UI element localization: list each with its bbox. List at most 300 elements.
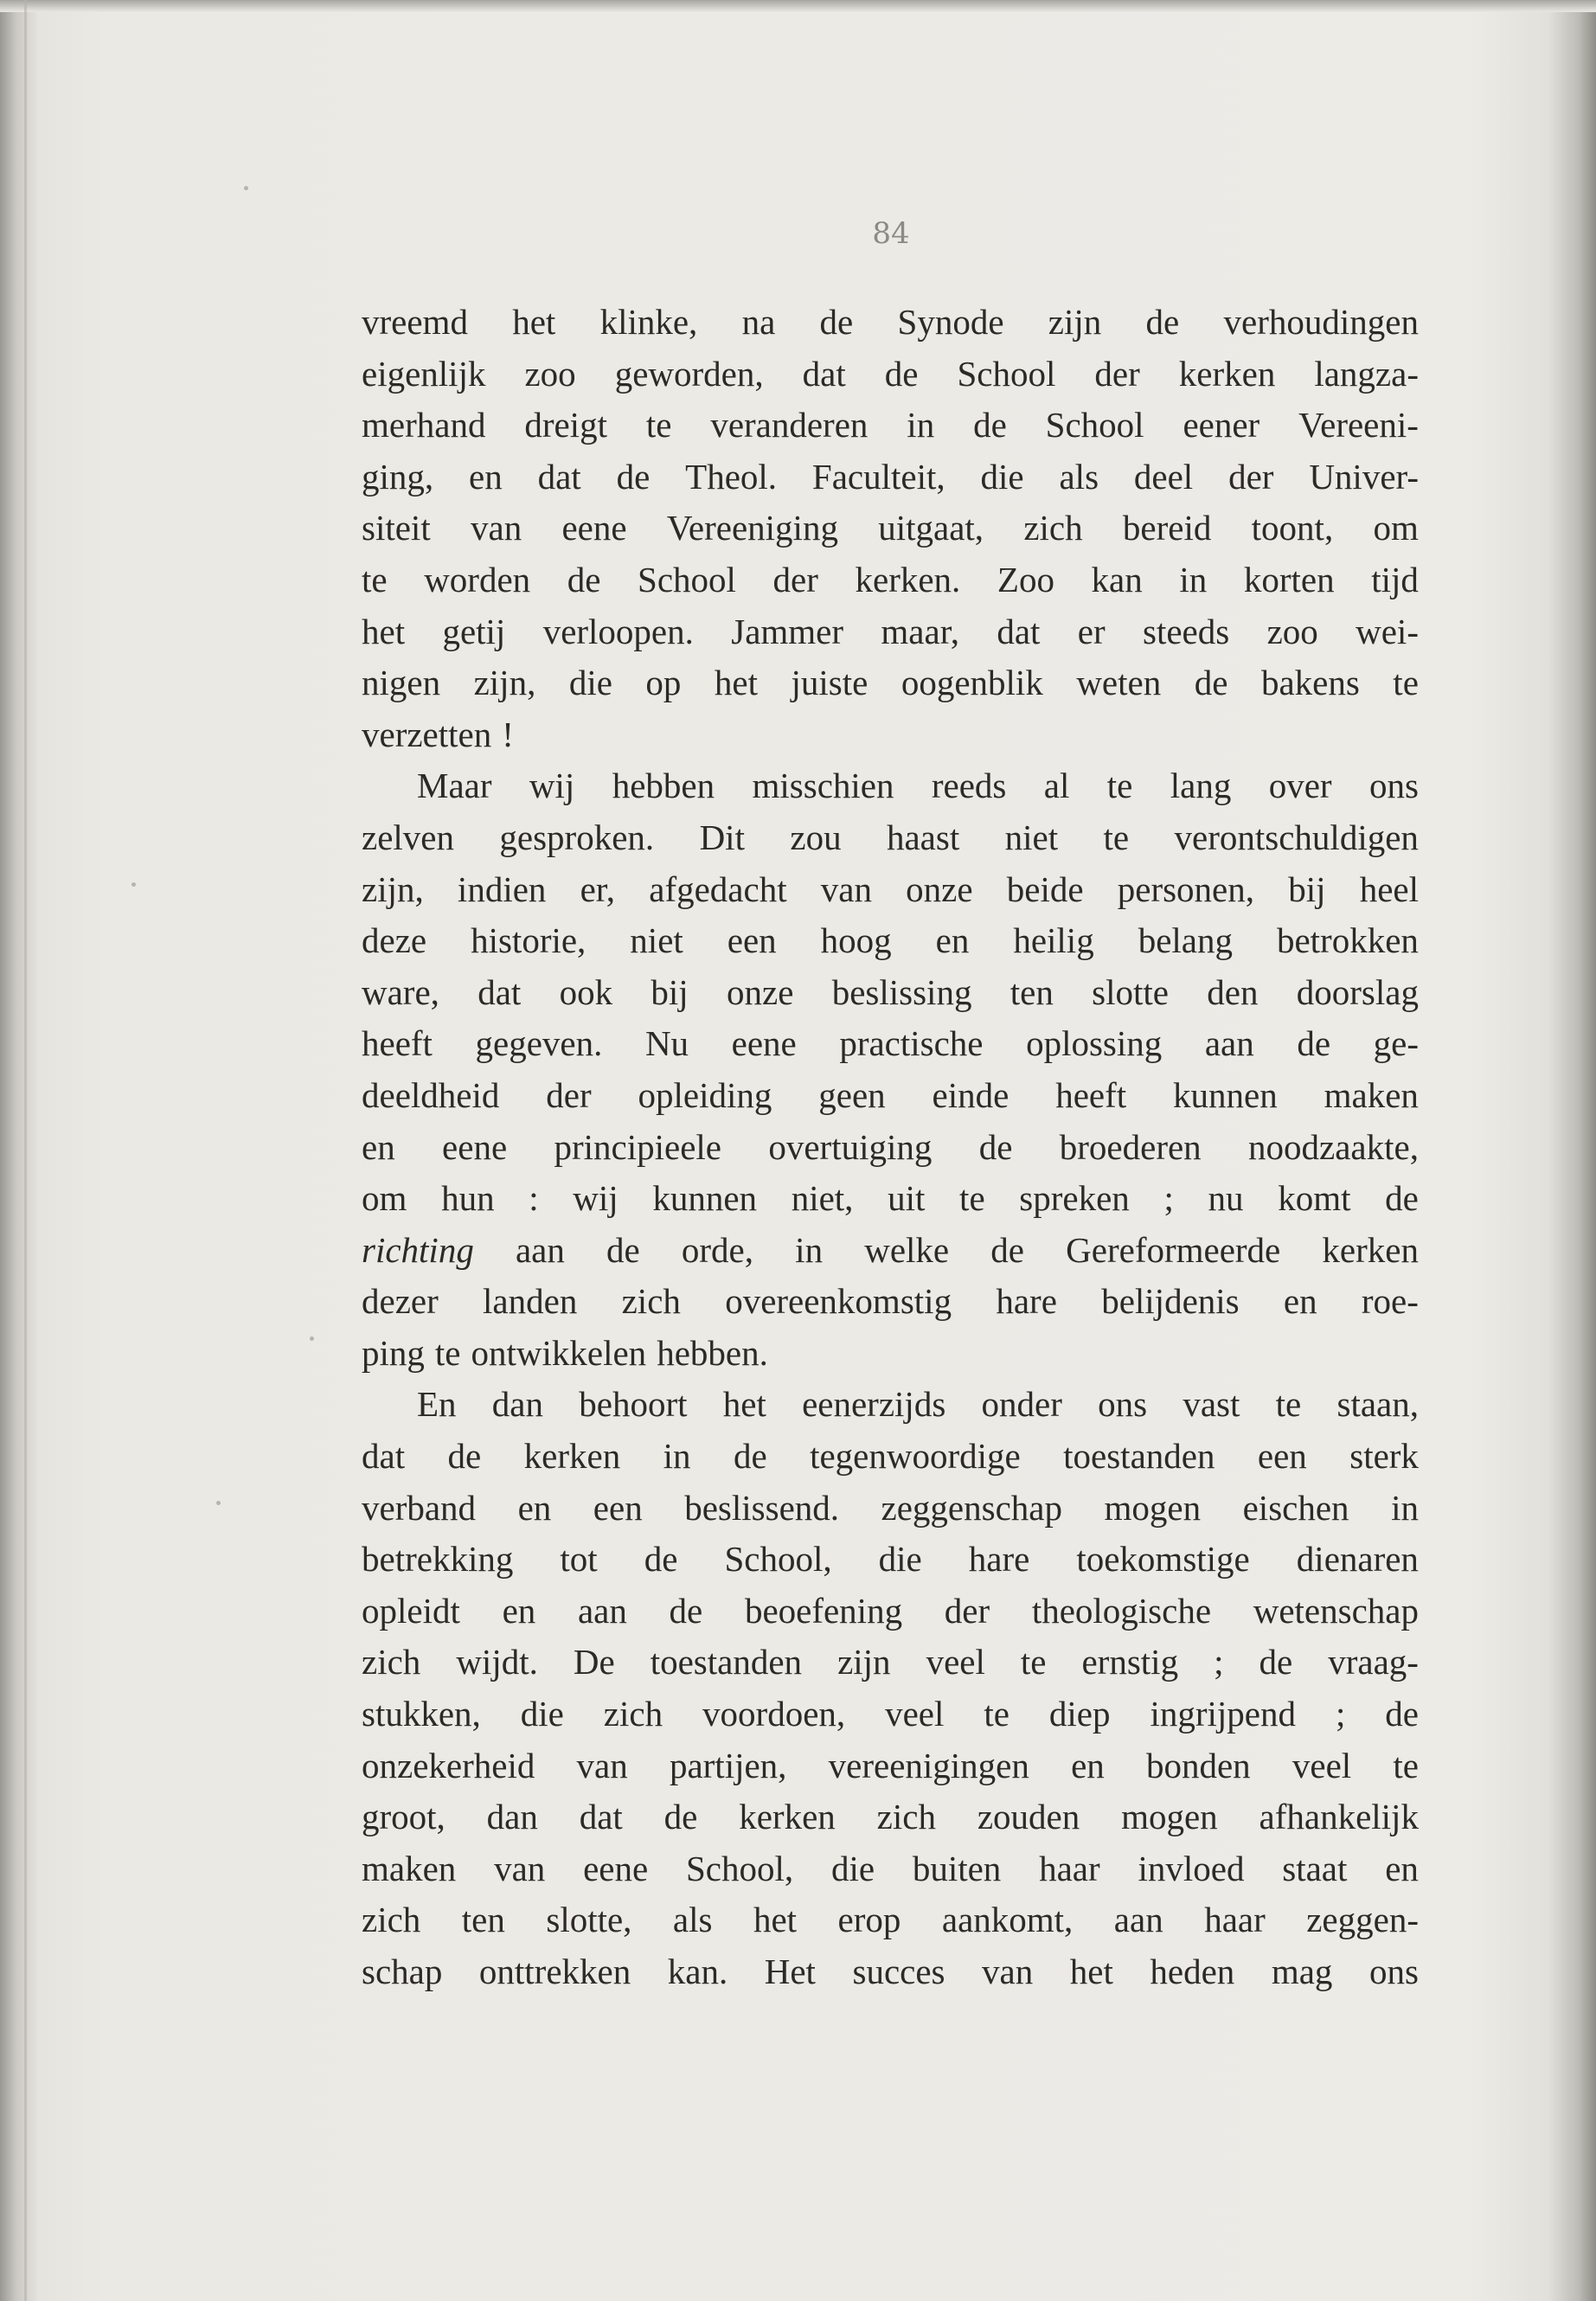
- word: invloed: [1138, 1848, 1245, 1888]
- word: eenerzijds: [802, 1384, 946, 1425]
- word: hebben: [612, 766, 715, 806]
- text-line: [362, 1637, 1419, 1689]
- word: onze: [906, 868, 973, 909]
- word: eischen: [1242, 1487, 1349, 1528]
- word: ;: [1214, 1642, 1224, 1682]
- word: ook: [559, 971, 613, 1012]
- word: getij: [442, 611, 506, 651]
- word: te: [1106, 766, 1133, 806]
- word: de: [884, 353, 919, 394]
- text-line: [362, 1483, 1419, 1535]
- word: den: [1207, 971, 1259, 1012]
- word: van: [471, 508, 522, 548]
- word: om: [1373, 508, 1419, 548]
- word: School: [638, 559, 736, 599]
- word: die: [520, 1694, 564, 1734]
- word: eener: [1183, 405, 1260, 445]
- word: ping: [362, 1332, 425, 1373]
- word: mogen: [1104, 1487, 1202, 1528]
- word: der: [1094, 353, 1140, 394]
- word: korten: [1243, 559, 1335, 599]
- word: zijn: [1048, 302, 1102, 342]
- word: toont,: [1251, 508, 1334, 548]
- word: dan: [491, 1384, 543, 1425]
- word: School: [1045, 405, 1144, 445]
- word: verloopen.: [542, 611, 694, 651]
- word: dat: [579, 1797, 623, 1837]
- word: eene: [583, 1848, 649, 1888]
- word: in: [795, 1229, 824, 1270]
- word: heel: [1359, 868, 1419, 909]
- text-line: [362, 554, 1419, 606]
- text-line: [362, 1276, 1419, 1328]
- word: opleidt: [362, 1590, 460, 1631]
- word: Nu: [644, 1023, 689, 1064]
- word: oplossing: [1026, 1023, 1163, 1064]
- word: groot,: [362, 1797, 445, 1837]
- word: heeft: [362, 1023, 433, 1064]
- text-line: [362, 1791, 1419, 1843]
- text-line: [362, 1328, 1419, 1380]
- word: niet: [630, 920, 683, 961]
- word: aan: [515, 1229, 565, 1270]
- word: zoo: [1266, 611, 1318, 651]
- word: deze: [362, 920, 427, 961]
- word: Faculteit,: [811, 456, 945, 497]
- word: slotte: [1092, 971, 1169, 1012]
- book-spine-shadow: [24, 0, 27, 2301]
- word: ten: [461, 1900, 505, 1940]
- word: vereenigingen: [828, 1745, 1029, 1785]
- word: ten: [1010, 971, 1054, 1012]
- word: haast: [886, 817, 960, 857]
- word: al: [1043, 766, 1070, 806]
- text-line: [362, 1018, 1419, 1070]
- word: na: [741, 302, 776, 342]
- word: der: [772, 559, 818, 599]
- word: oogenblik: [901, 663, 1043, 703]
- word: hare: [996, 1281, 1057, 1322]
- scan-top-edge: [0, 0, 1596, 12]
- word: hare: [968, 1539, 1030, 1580]
- word: noodzaakte,: [1248, 1126, 1419, 1167]
- page-number: 84: [872, 216, 910, 251]
- word: en: [1071, 1745, 1105, 1785]
- word: de: [1385, 1178, 1419, 1219]
- word: heden: [1150, 1952, 1235, 1991]
- word: onttrekken: [478, 1952, 631, 1991]
- word: onzekerheid: [362, 1745, 535, 1785]
- word: te: [434, 1332, 461, 1373]
- word: de: [1259, 1642, 1293, 1682]
- word: kan.: [667, 1952, 728, 1991]
- word: klinke,: [599, 302, 698, 342]
- text-line: [362, 812, 1419, 864]
- word: zich: [1023, 508, 1083, 548]
- word: zelven: [362, 817, 454, 857]
- body-text: [362, 297, 1419, 1998]
- word: aankomt,: [941, 1900, 1074, 1940]
- word: !: [502, 714, 514, 754]
- word: ernstig: [1081, 1642, 1179, 1682]
- text-line: [362, 1379, 1419, 1431]
- word: mag: [1271, 1952, 1333, 1991]
- word: der: [1228, 456, 1274, 497]
- word: niet: [1004, 817, 1059, 857]
- word: indien: [457, 868, 547, 909]
- word: hoog: [820, 920, 892, 961]
- word: over: [1268, 766, 1332, 806]
- word: ons: [1368, 1952, 1419, 1991]
- text-line: [362, 915, 1419, 967]
- word: ingrijpend: [1150, 1694, 1296, 1734]
- word: School,: [685, 1848, 794, 1888]
- word: van: [982, 1952, 1034, 1991]
- word: aan: [1204, 1023, 1254, 1064]
- word: bij: [651, 971, 689, 1012]
- word: ging,: [362, 456, 434, 497]
- word: van: [494, 1848, 546, 1888]
- word: belang: [1138, 920, 1233, 961]
- word: zich: [876, 1797, 936, 1837]
- word: beide: [1006, 868, 1084, 909]
- word: zich: [362, 1642, 421, 1682]
- word: die: [568, 663, 612, 703]
- word: personen,: [1117, 868, 1255, 909]
- word: onder: [981, 1384, 1062, 1425]
- word: de: [819, 302, 854, 342]
- word: komt: [1278, 1178, 1351, 1219]
- word: het: [512, 302, 556, 342]
- word: maken: [1324, 1074, 1419, 1115]
- word: toestanden: [650, 1642, 803, 1682]
- word: beslissend.: [684, 1487, 840, 1528]
- word: bij: [1288, 868, 1326, 909]
- word: zeggenschap: [881, 1487, 1062, 1528]
- word: schap: [362, 1952, 443, 1991]
- word: Gereformeerde: [1066, 1229, 1281, 1270]
- word: ;: [1163, 1178, 1174, 1219]
- word: wetenschap: [1253, 1590, 1419, 1631]
- word: historie,: [471, 920, 586, 961]
- word: nigen: [362, 663, 441, 703]
- word: Maar: [417, 766, 492, 806]
- text-line: [362, 1586, 1419, 1638]
- word: En: [417, 1384, 457, 1425]
- word: tegenwoordige: [810, 1436, 1021, 1477]
- word: overeenkomstig: [725, 1281, 952, 1322]
- word: kerken: [523, 1436, 621, 1477]
- word: Vereeni-: [1298, 405, 1419, 445]
- text-line: [362, 760, 1419, 812]
- word: Jammer: [731, 611, 844, 651]
- word: deeldheid: [362, 1074, 500, 1115]
- text-line: [362, 503, 1419, 554]
- word: op: [645, 663, 682, 703]
- word: ontwikkelen: [471, 1332, 647, 1373]
- word: geen: [818, 1074, 886, 1115]
- word: theologische: [1031, 1590, 1212, 1631]
- word: uitgaat,: [878, 508, 984, 548]
- word: een: [1257, 1436, 1307, 1477]
- word: ons: [1368, 766, 1419, 806]
- word: dreigt: [524, 405, 607, 445]
- word: lang: [1170, 766, 1232, 806]
- word: wijdt.: [456, 1642, 538, 1682]
- word: belijdenis: [1101, 1281, 1240, 1322]
- text-line: [362, 1689, 1419, 1740]
- text-line: [362, 1122, 1419, 1174]
- word: opleiding: [638, 1074, 772, 1115]
- word: als: [1059, 456, 1099, 497]
- word: te: [1393, 1745, 1419, 1785]
- word: dan: [486, 1797, 538, 1837]
- word: de: [669, 1590, 703, 1631]
- word: het: [1069, 1952, 1113, 1991]
- word: merhand: [362, 405, 486, 445]
- word: roe-: [1361, 1281, 1419, 1322]
- word: er,: [580, 868, 616, 909]
- word: een: [727, 920, 777, 961]
- word: tot: [560, 1539, 598, 1580]
- word: principieele: [554, 1126, 721, 1167]
- word: mogen: [1121, 1797, 1218, 1837]
- text-line: [362, 606, 1419, 658]
- word: ons: [1098, 1384, 1148, 1425]
- word: bakens: [1260, 663, 1360, 703]
- text-line: [362, 1431, 1419, 1483]
- word: om: [362, 1178, 407, 1219]
- text-line: [362, 1173, 1419, 1225]
- text-line: [362, 1534, 1419, 1586]
- word: kerken: [1322, 1229, 1419, 1270]
- word: dat: [362, 1436, 406, 1477]
- word: en: [469, 456, 503, 497]
- word: bereid: [1122, 508, 1212, 548]
- word: er: [1077, 611, 1106, 651]
- word: verband: [362, 1487, 477, 1528]
- word: zijn,: [473, 663, 536, 703]
- word: betrekking: [362, 1539, 514, 1580]
- word: haar: [1204, 1900, 1266, 1940]
- text-line: [362, 1946, 1419, 1998]
- word: in: [1391, 1487, 1419, 1528]
- word: als: [672, 1900, 713, 1940]
- word: maken: [362, 1848, 457, 1888]
- word: zeggen-: [1306, 1900, 1419, 1940]
- text-line: [362, 452, 1419, 503]
- word: in: [1179, 559, 1208, 599]
- word: dezer: [362, 1281, 439, 1322]
- word: nu: [1208, 1178, 1244, 1219]
- word: School,: [724, 1539, 832, 1580]
- word: niet,: [791, 1178, 854, 1219]
- word: tijd: [1371, 559, 1419, 599]
- word: gegeven.: [475, 1023, 603, 1064]
- word: der: [546, 1074, 592, 1115]
- word: zouden: [977, 1797, 1080, 1837]
- word: dat: [537, 456, 581, 497]
- word: verhoudingen: [1223, 302, 1419, 342]
- word: heeft: [1055, 1074, 1127, 1115]
- word: zou: [790, 817, 842, 857]
- word: de: [644, 1539, 678, 1580]
- word: de: [733, 1436, 767, 1477]
- word: veranderen: [710, 405, 869, 445]
- word: zich: [621, 1281, 681, 1322]
- word: ;: [1335, 1694, 1346, 1734]
- word: de: [567, 559, 601, 599]
- word: slotte,: [546, 1900, 632, 1940]
- word: de: [447, 1436, 482, 1477]
- word: kan: [1091, 559, 1143, 599]
- paper-speck: [131, 882, 136, 887]
- word: eene: [442, 1126, 508, 1167]
- word: en: [935, 920, 970, 961]
- paper-speck: [244, 186, 248, 190]
- word: zoo: [524, 353, 576, 394]
- text-line: [362, 864, 1419, 916]
- word: Dit: [699, 817, 745, 857]
- word: School: [957, 353, 1056, 394]
- text-line: [362, 1894, 1419, 1946]
- word: zijn: [837, 1642, 891, 1682]
- text-line: [362, 1225, 1419, 1277]
- word: zich: [603, 1694, 663, 1734]
- word: een: [593, 1487, 643, 1528]
- paper-speck: [216, 1501, 221, 1505]
- word: weten: [1076, 663, 1162, 703]
- word: te: [1275, 1384, 1302, 1425]
- word: verzetten: [362, 714, 492, 754]
- word: welke: [864, 1229, 950, 1270]
- word: te: [362, 559, 388, 599]
- text-line: [362, 1070, 1419, 1122]
- word: afhankelijk: [1259, 1797, 1419, 1837]
- word: ge-: [1373, 1023, 1419, 1064]
- text-line: [362, 1843, 1419, 1895]
- word: diep: [1048, 1694, 1111, 1734]
- word: stukken,: [362, 1694, 481, 1734]
- word: vast: [1183, 1384, 1240, 1425]
- text-line: [362, 349, 1419, 401]
- word: practische: [839, 1023, 984, 1064]
- word: veel: [926, 1642, 985, 1682]
- word: langza-: [1314, 353, 1419, 394]
- word: en: [1283, 1281, 1317, 1322]
- word: dat: [478, 971, 522, 1012]
- word: onze: [727, 971, 794, 1012]
- word: van: [576, 1745, 628, 1785]
- word: deel: [1133, 456, 1194, 497]
- word: voordoen,: [702, 1694, 846, 1734]
- text-line: [362, 1740, 1419, 1792]
- word: te: [1020, 1642, 1047, 1682]
- word: vraag-: [1328, 1642, 1419, 1682]
- word: te: [1393, 663, 1419, 703]
- word: dienaren: [1296, 1539, 1419, 1580]
- word: richting: [362, 1229, 474, 1270]
- word: wij: [529, 766, 575, 806]
- word: steeds: [1143, 611, 1230, 651]
- word: de: [1145, 302, 1180, 342]
- word: overtuiging: [768, 1126, 933, 1167]
- text-line: [362, 967, 1419, 1019]
- word: de: [1385, 1694, 1419, 1734]
- word: aan: [577, 1590, 627, 1631]
- word: in: [663, 1436, 691, 1477]
- word: de: [606, 1229, 640, 1270]
- word: te: [959, 1178, 985, 1219]
- word: de: [990, 1229, 1024, 1270]
- word: dat: [997, 611, 1041, 651]
- word: aan: [1113, 1900, 1163, 1940]
- word: Vereeniging: [666, 508, 838, 548]
- word: staat: [1282, 1848, 1348, 1888]
- word: juiste: [791, 663, 869, 703]
- word: kerken.: [855, 559, 961, 599]
- word: geworden,: [614, 353, 764, 394]
- word: het: [362, 611, 406, 651]
- word: kerken: [1178, 353, 1276, 394]
- word: in: [907, 405, 935, 445]
- word: sterk: [1349, 1436, 1419, 1477]
- word: de: [1194, 663, 1228, 703]
- word: erop: [837, 1900, 901, 1940]
- word: haar: [1039, 1848, 1100, 1888]
- word: wei-: [1356, 611, 1419, 651]
- word: dat: [802, 353, 846, 394]
- word: beslissing: [831, 971, 972, 1012]
- paper-speck: [310, 1336, 314, 1341]
- word: :: [529, 1178, 539, 1219]
- word: reeds: [931, 766, 1007, 806]
- word: hebben.: [657, 1332, 768, 1373]
- word: De: [573, 1642, 615, 1682]
- word: einde: [932, 1074, 1010, 1115]
- word: en: [1385, 1848, 1419, 1888]
- word: afgedacht: [649, 868, 787, 909]
- text-line: [362, 400, 1419, 452]
- word: staan,: [1336, 1384, 1419, 1425]
- word: Theol.: [685, 456, 778, 497]
- word: hun: [441, 1178, 495, 1219]
- word: Zoo: [997, 559, 1054, 599]
- word: de: [616, 456, 651, 497]
- word: en: [502, 1590, 536, 1631]
- word: te: [984, 1694, 1010, 1734]
- word: orde,: [681, 1229, 754, 1270]
- word: eene: [731, 1023, 797, 1064]
- word: zich: [362, 1900, 421, 1940]
- word: Synode: [897, 302, 1004, 342]
- word: doorslag: [1296, 971, 1419, 1012]
- word: de: [973, 405, 1007, 445]
- word: broederen: [1059, 1126, 1202, 1167]
- word: der: [944, 1590, 990, 1631]
- word: toekomstige: [1076, 1539, 1250, 1580]
- word: behoort: [579, 1384, 688, 1425]
- word: buiten: [912, 1848, 1002, 1888]
- text-line: [362, 657, 1419, 709]
- word: succes: [852, 1952, 945, 1991]
- word: bonden: [1145, 1745, 1251, 1785]
- word: ware,: [362, 971, 439, 1012]
- word: en: [362, 1126, 395, 1167]
- word: het: [753, 1900, 798, 1940]
- word: kunnen: [652, 1178, 758, 1219]
- word: betrokken: [1276, 920, 1419, 961]
